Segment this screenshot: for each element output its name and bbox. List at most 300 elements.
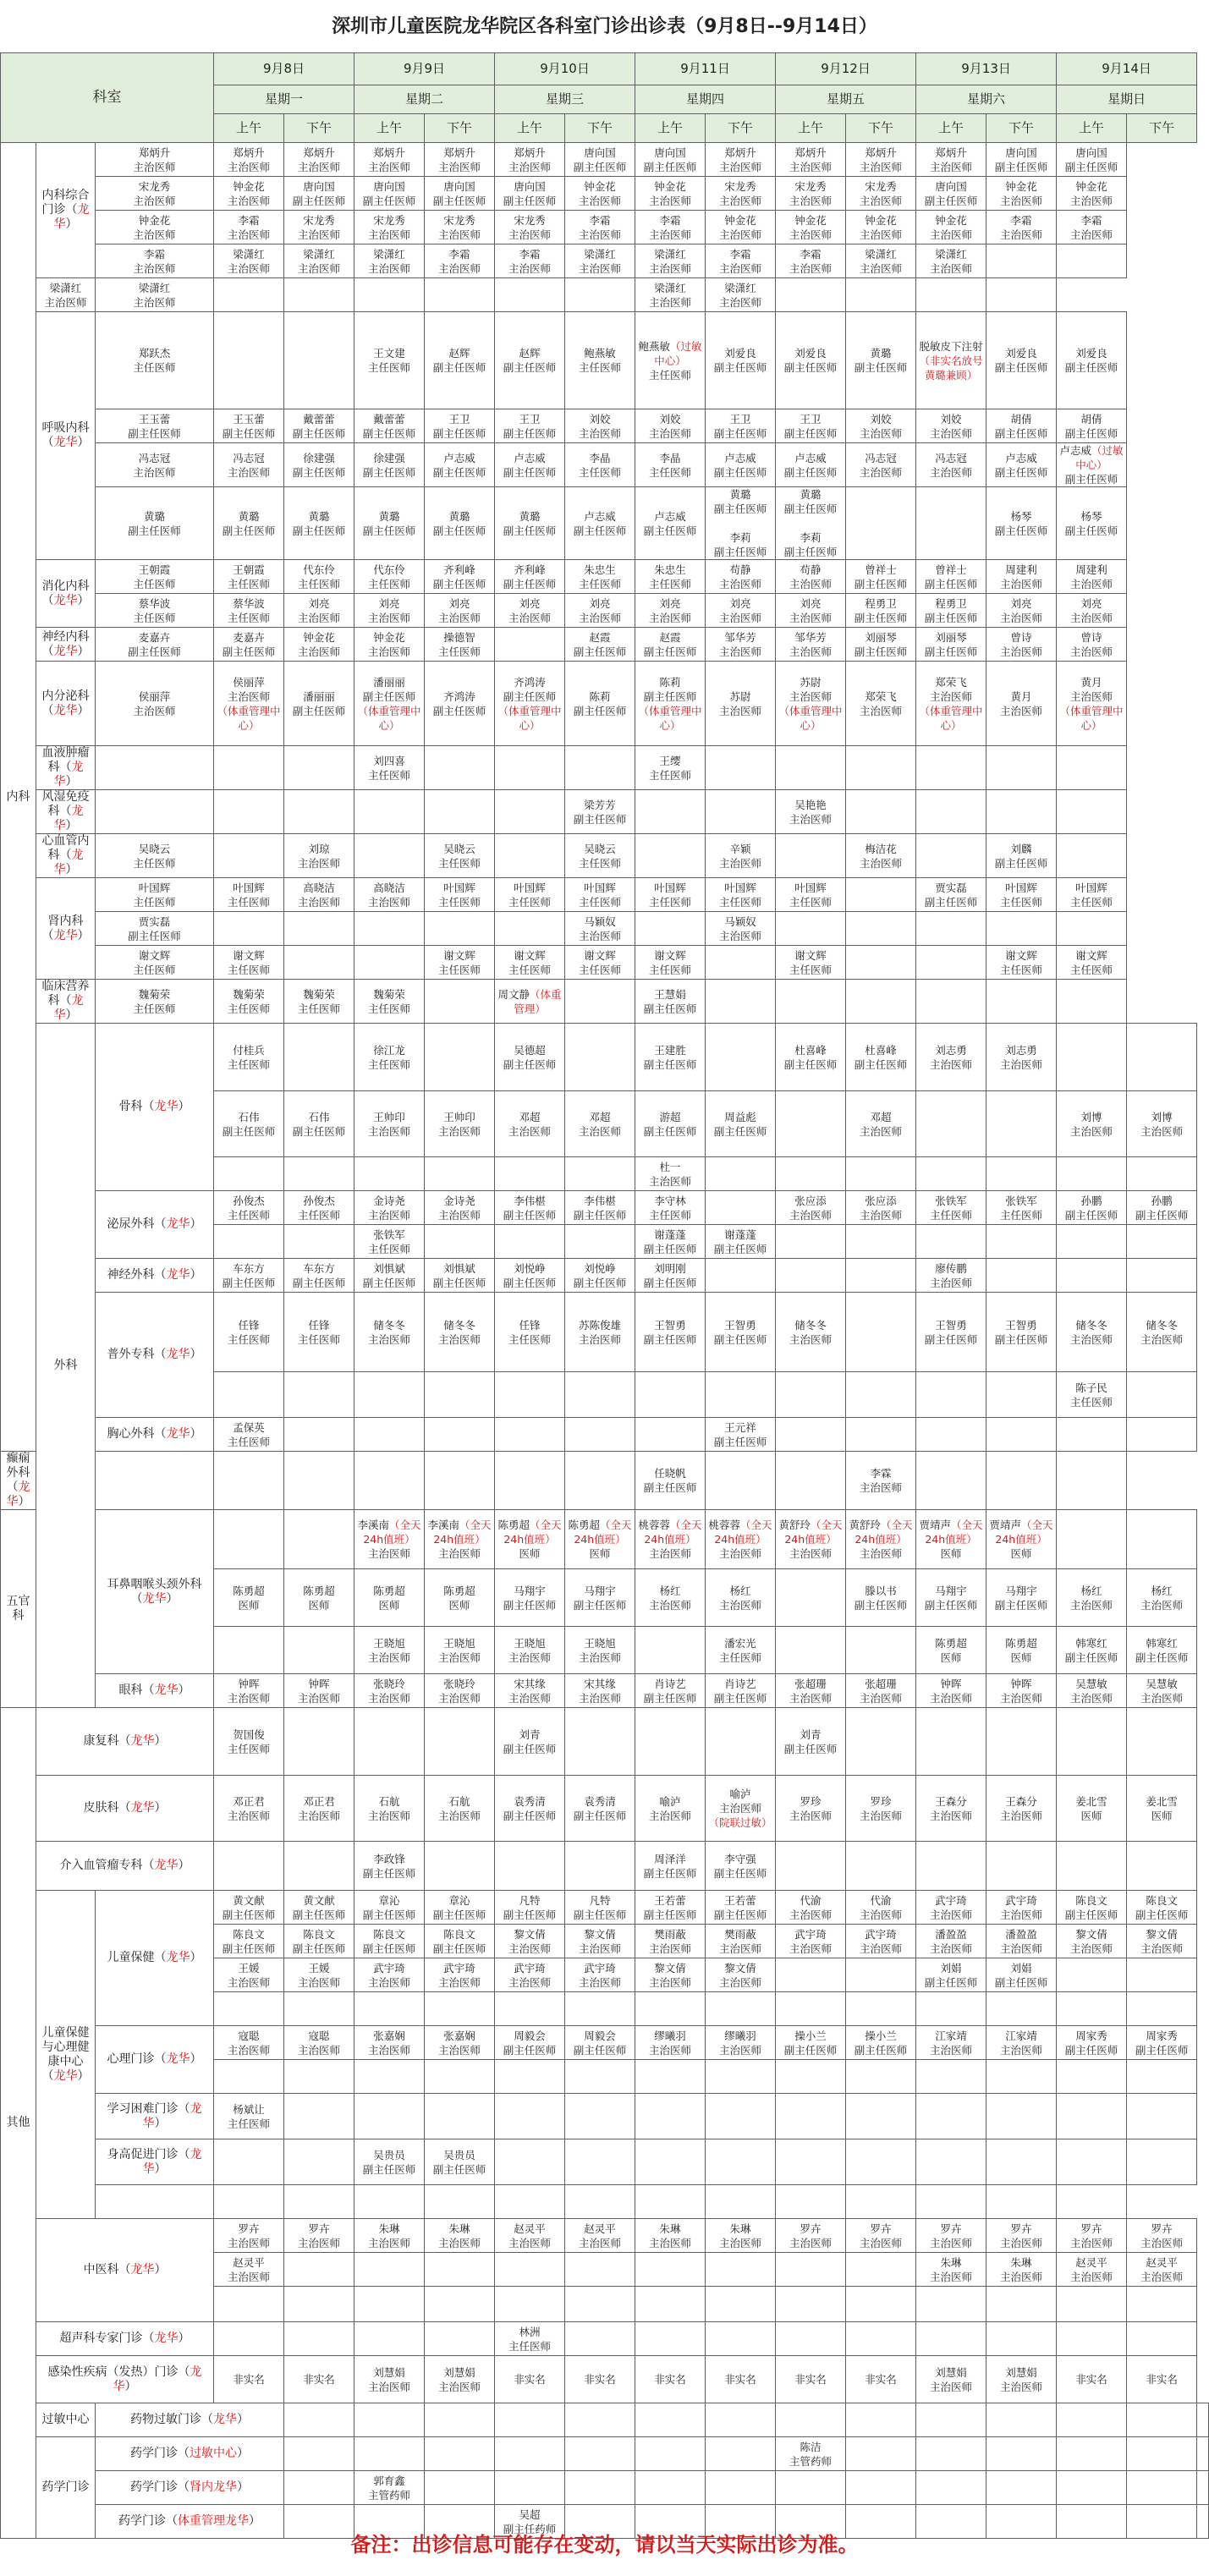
doctor-cell [565,2139,635,2185]
doctor-cell: 马翔宇 副主任医师 [495,1569,565,1627]
doctor-cell: 曾祥士 副主任医师 [916,560,986,594]
doctor-cell [986,2437,1057,2471]
doctor-cell: 李伟椹 副主任医师 [495,1191,565,1225]
doctor-cell: 罗卉 主治医师 [776,2219,846,2253]
doctor-cell [1127,2287,1197,2322]
am-header: 上午 [214,114,284,143]
doctor-cell: 贺国俊 主任医师 [214,1708,284,1776]
doctor-cell: 王智勇 副主任医师 [635,1293,706,1372]
doctor-cell: 卢志威（过敏中心） 副主任医师 [1057,443,1127,487]
doctor-cell [986,2094,1057,2139]
schedule-row [1,628,1209,662]
doctor-cell: 朱忠生 主任医师 [565,560,635,594]
department-name: 内分泌科 [41,689,90,703]
doctor-cell: 罗卉 主治医师 [986,2219,1057,2253]
doctor-cell: 叶国辉 主任医师 [986,878,1057,912]
schedule-row [1,1191,1209,1225]
date-header: 9月14日 [1057,53,1197,85]
doctor-cell: 钟金花 主治医师 [96,211,214,244]
doctor-cell [986,1992,1057,2026]
doctor-cell [214,278,284,312]
doctor-cell [565,1372,635,1418]
doctor-cell: 黄璐 副主任医师 [96,487,214,560]
doctor-cell: 赵霞 副主任医师 [635,628,706,662]
doctor-cell [776,1842,846,1891]
doctor-cell: 刘爱良 副主任医师 [986,312,1057,409]
doctor-cell: 武宇琦 主治医师 [425,1958,495,1992]
doctor-cell: 唐向国 副主任医师 [986,143,1057,177]
department-cell: 康复科（龙华） [36,1708,214,1776]
doctor-cell: 麦嘉卉 副主任医师 [96,628,214,662]
doctor-cell [986,1842,1057,1891]
doctor-cell: 罗卉 主治医师 [214,2219,284,2253]
doctor-cell [1057,1157,1127,1191]
doctor-cell [96,746,214,790]
doctor-cell: 非实名 [776,2356,846,2403]
doctor-cell [425,1157,495,1191]
doctor-cell: 韩寒红 副主任医师 [1057,1627,1127,1674]
schedule-row [1,662,1209,746]
doctor-cell [565,2403,635,2437]
doctor-cell [1057,2185,1127,2219]
schedule-row [1,2185,1209,2219]
doctor-cell [354,2437,425,2471]
doctor-cell [916,946,986,980]
doctor-cell [635,2471,706,2505]
note-text: （体重管理中心） [638,704,702,732]
doctor-cell [916,2185,986,2219]
doctor-cell [425,1452,495,1510]
department-name: 神经外科 [107,1268,155,1282]
am-header: 上午 [495,114,565,143]
doctor-cell [846,2094,916,2139]
doctor-cell [495,2185,565,2219]
doctor-cell [916,1091,986,1157]
schedule-row [1,790,1209,834]
doctor-cell [846,278,916,312]
doctor-cell: 李晶 主任医师 [565,443,635,487]
doctor-cell: 储冬冬 主治医师 [354,1293,425,1372]
doctor-cell [354,278,425,312]
date-header: 9月11日 [635,53,776,85]
doctor-cell [284,2139,354,2185]
department-name: 眼科 [118,1683,143,1697]
doctor-cell: 刘慧娟 主治医师 [986,2356,1057,2403]
doctor-cell [916,2471,986,2505]
region-tag: 龙华 [53,644,78,658]
doctor-cell [425,1708,495,1776]
schedule-row [1,278,1209,312]
doctor-cell: 代东伶 主任医师 [354,560,425,594]
doctor-cell [986,790,1057,834]
doctor-cell: 周泽洋 副主任医师 [635,1842,706,1891]
doctor-cell: 石伟 副主任医师 [284,1091,354,1157]
doctor-cell [495,2253,565,2287]
doctor-cell [565,2060,635,2094]
department-name: 心血管内科 [41,834,90,862]
doctor-cell: 黎文倩 主治医师 [565,1925,635,1958]
doctor-cell: 宋龙秀 主治医师 [495,211,565,244]
doctor-cell: 钟金花 主治医师 [284,628,354,662]
region-tag: 龙华 [142,2101,202,2130]
doctor-cell: 魏菊荣 主任医师 [96,980,214,1024]
doctor-cell: 叶国辉 主任医师 [425,878,495,912]
doctor-cell [916,487,986,560]
doctor-cell: 储冬冬 主治医师 [1127,1293,1197,1372]
doctor-cell [1057,746,1127,790]
doctor-cell: 马翔宇 副主任医师 [565,1569,635,1627]
doctor-cell: 赵辉 副主任医师 [425,312,495,409]
doctor-cell: 李霜 主治医师 [425,244,495,278]
doctor-cell: 李霜 主治医师 [214,211,284,244]
pm-header: 下午 [846,114,916,143]
doctor-cell: 郑炳升 主治医师 [706,143,776,177]
department-cell: 儿童保健（龙华） [96,1891,214,2026]
doctor-cell: 陈勇超 医师 [354,1569,425,1627]
am-header: 上午 [1057,114,1127,143]
doctor-cell: 朱琳 主治医师 [354,2219,425,2253]
doctor-cell [706,2094,776,2139]
doctor-cell: 邓正君 主治医师 [214,1776,284,1842]
doctor-cell [354,1452,425,1510]
doctor-cell: 叶国辉 主任医师 [1057,878,1127,912]
weekday-header: 星期六 [916,85,1057,114]
doctor-cell [284,2322,354,2356]
doctor-cell [706,1157,776,1191]
doctor-cell: 宋龙秀 主治医师 [846,177,916,211]
doctor-cell [1057,1842,1127,1891]
doctor-cell: 徐建强 副主任医师 [354,443,425,487]
doctor-cell: 李晶 主任医师 [635,443,706,487]
doctor-cell: 陈良文 副主任医师 [1127,1891,1197,1925]
doctor-cell [846,487,916,560]
doctor-cell: 任锋 主任医师 [214,1293,284,1372]
doctor-cell: 刘惧斌 副主任医师 [425,1259,495,1293]
doctor-cell [495,2437,565,2471]
doctor-cell [846,2403,916,2437]
doctor-cell: 李政锋 副主任医师 [354,1842,425,1891]
doctor-cell [284,2287,354,2322]
doctor-cell: 曾诗 主治医师 [1057,628,1127,662]
doctor-cell [776,1418,846,1452]
doctor-cell: 宋龙秀 主治医师 [425,211,495,244]
doctor-cell: 操小兰 副主任医师 [776,2026,846,2060]
note-text: （全天24h值班） [714,1519,772,1546]
doctor-cell [284,1627,354,1674]
doctor-cell [986,1157,1057,1191]
doctor-cell: 朱忠生 主任医师 [635,560,706,594]
doctor-cell: 谢文辉 主任医师 [986,946,1057,980]
doctor-cell [96,1452,214,1510]
doctor-cell: 石航 主治医师 [354,1776,425,1842]
schedule-row [1,1510,1209,1569]
doctor-cell [846,2437,916,2471]
doctor-cell [565,1418,635,1452]
doctor-cell [354,2322,425,2356]
doctor-cell: 叶国辉 主任医师 [635,878,706,912]
doctor-cell: 唐向国 副主任医师 [284,177,354,211]
doctor-cell [425,1992,495,2026]
doctor-cell [495,1418,565,1452]
doctor-cell: 杨斌让 主任医师 [214,2094,284,2139]
doctor-cell: 齐利峰 副主任医师 [425,560,495,594]
doctor-cell: 罗卉 主治医师 [1057,2219,1127,2253]
schedule-row [1,560,1209,594]
weekday-header: 星期五 [776,85,916,114]
doctor-cell: 王卫 副主任医师 [495,409,565,443]
doctor-cell: 吴艳艳 主治医师 [776,790,846,834]
doctor-cell [916,278,986,312]
doctor-cell [635,1372,706,1418]
doctor-cell: 黄璐 副主任医师 [284,487,354,560]
doctor-cell [776,912,846,946]
doctor-cell [284,1157,354,1191]
doctor-cell: 黄璐 副主任医师 李莉 副主任医师 [706,487,776,560]
schedule-row [1,1674,1209,1708]
doctor-cell: 贾实磊 副主任医师 [916,878,986,912]
doctor-cell [425,2253,495,2287]
doctor-cell [1057,2403,1127,2437]
doctor-cell: 刘志勇 主治医师 [986,1024,1057,1091]
doctor-cell: 戴蕾蕾 副主任医师 [284,409,354,443]
doctor-cell [565,1842,635,1891]
department-cell: 风湿免疫科（龙华） [36,790,96,834]
doctor-cell [425,1372,495,1418]
region-tag: 体重管理龙华 [178,2514,249,2528]
doctor-cell: 孙俊杰 主任医师 [284,1191,354,1225]
doctor-cell: 刘爱良 副主任医师 [776,312,846,409]
doctor-cell: 朱琳 主治医师 [635,2219,706,2253]
doctor-cell [846,1157,916,1191]
doctor-cell: 武宇琦 主治医师 [354,1958,425,1992]
doctor-cell [1057,1510,1127,1569]
doctor-cell [284,1510,354,1569]
doctor-cell [776,2322,846,2356]
doctor-cell: 车东方 副主任医师 [214,1259,284,1293]
doctor-cell [776,278,846,312]
doctor-cell: 王晓旭 主治医师 [565,1627,635,1674]
doctor-cell [776,2139,846,2185]
doctor-cell: 张铁军 主任医师 [916,1191,986,1225]
region-tag: 龙华 [154,1683,179,1697]
doctor-cell: 李溪南（全天24h值班） 主治医师 [354,1510,425,1569]
schedule-row [1,143,1209,177]
doctor-cell: 梁潇红 主治医师 [916,244,986,278]
doctor-cell: 钟晖 主治医师 [916,1674,986,1708]
doctor-cell: 郑荣飞 主治医师 [846,662,916,746]
doctor-cell: 卢志威 副主任医师 [425,443,495,487]
doctor-cell [96,2185,214,2219]
pm-header: 下午 [425,114,495,143]
doctor-cell: 谢蓬蓬 副主任医师 [635,1225,706,1259]
schedule-row [1,2471,1209,2505]
doctor-cell: 冯志冠 主治医师 [916,443,986,487]
doctor-cell: 吴晓云 主任医师 [425,834,495,878]
doctor-cell [986,746,1057,790]
doctor-cell: 刘丽琴 副主任医师 [846,628,916,662]
doctor-cell: 黄璐 副主任医师 [214,487,284,560]
doctor-cell: 赵辉 副主任医师 [495,312,565,409]
note-text: （全天24h值班） [644,1519,702,1546]
doctor-cell: 武宇琦 主治医师 [846,1925,916,1958]
doctor-cell: 周毅会 副主任医师 [495,2026,565,2060]
doctor-cell [916,1452,986,1510]
doctor-cell: 非实名 [495,2356,565,2403]
doctor-cell: 钟晖 主治医师 [214,1674,284,1708]
doctor-cell: 桃蓉蓉（全天24h值班） 主治医师 [635,1510,706,1569]
doctor-cell [916,2403,986,2437]
doctor-cell [986,244,1057,278]
doctor-cell: 周益彪 副主任医师 [706,1091,776,1157]
note-text: （全天24h值班） [503,1519,562,1546]
doctor-cell: 潘盈盈 主治医师 [916,1925,986,1958]
doctor-cell: 黄璐 副主任医师 [846,312,916,409]
doctor-cell [776,2060,846,2094]
doctor-cell [846,980,916,1024]
doctor-cell [214,746,284,790]
doctor-cell [425,1024,495,1091]
department-cell: 药学门诊（过敏中心） [96,2437,284,2471]
doctor-cell: 卢志威 副主任医师 [706,443,776,487]
department-name: 泌尿外科 [107,1217,155,1231]
doctor-cell: 林洲 主任医师 [495,2322,565,2356]
doctor-cell: 叶国辉 主任医师 [96,878,214,912]
doctor-cell [425,278,495,312]
schedule-row [1,2219,1209,2253]
doctor-cell: 谢文辉 主任医师 [776,946,846,980]
am-header: 上午 [916,114,986,143]
doctor-cell: 黄月 主治医师 （体重管理中心） [1057,662,1127,746]
doctor-cell [284,1842,354,1891]
doctor-cell [986,2471,1057,2505]
doctor-cell [706,946,776,980]
doctor-cell [776,1225,846,1259]
note-text: （过敏中心） [1075,444,1124,471]
doctor-cell: 杨琴 副主任医师 [986,487,1057,560]
doctor-cell [986,1452,1057,1510]
department-cell: 普外专科（龙华） [96,1293,214,1418]
doctor-cell [565,2437,635,2471]
doctor-cell [425,2185,495,2219]
doctor-cell: 黄舒玲（全天24h值班） 主治医师 [846,1510,916,1569]
doctor-cell [284,1708,354,1776]
doctor-cell: 陈勇超 医师 [916,1627,986,1674]
doctor-cell [495,2094,565,2139]
doctor-cell: 周家秀 副主任医师 [1127,2026,1197,2060]
doctor-cell: 张晓玲 主治医师 [354,1674,425,1708]
doctor-cell [565,2471,635,2505]
doctor-cell: 谢文辉 主任医师 [635,946,706,980]
doctor-cell [425,746,495,790]
schedule-row [1,409,1209,443]
region-tag: 过敏中心 [190,2447,237,2460]
doctor-cell [565,746,635,790]
doctor-cell [846,2287,916,2322]
doctor-cell [846,2060,916,2094]
doctor-cell [425,980,495,1024]
doctor-cell [706,980,776,1024]
doctor-cell: 黎文倩 主治医师 [635,1958,706,1992]
doctor-cell [706,2322,776,2356]
doctor-cell: 潘盈盈 主治医师 [986,1925,1057,1958]
doctor-cell: 赵灵平 主治医师 [495,2219,565,2253]
note-text: （全天24h值班） [925,1519,983,1546]
doctor-cell: 郑炳升 主治医师 [214,143,284,177]
doctor-cell: 代东伶 主任医师 [284,560,354,594]
doctor-cell [846,2139,916,2185]
doctor-cell: 程勇卫 副主任医师 [846,594,916,628]
doctor-cell: 武宇琦 主治医师 [916,1891,986,1925]
doctor-cell: 魏菊荣 主任医师 [214,980,284,1024]
doctor-cell: 李霜 主治医师 [565,211,635,244]
doctor-cell: 武宇琦 主治医师 [565,1958,635,1992]
doctor-cell [214,912,284,946]
doctor-cell: 钟金花 主治医师 [706,211,776,244]
region-tag: 龙华 [53,436,78,449]
doctor-cell [284,946,354,980]
doctor-cell [96,790,214,834]
schedule-row [1,2437,1209,2471]
doctor-cell: 吴晓云 主任医师 [96,834,214,878]
doctor-cell [495,1225,565,1259]
schedule-row [1,594,1209,628]
doctor-cell: 张应添 主治医师 [776,1191,846,1225]
doctor-cell [1127,1024,1197,1091]
doctor-cell: 刘悦峥 副主任医师 [565,1259,635,1293]
note-text: （体重管理中心） [217,704,281,732]
doctor-cell: 戴蕾蕾 副主任医师 [354,409,425,443]
doctor-cell [1127,1958,1197,1992]
date-header: 9月13日 [916,53,1057,85]
doctor-cell: 刘丽琴 副主任医师 [916,628,986,662]
doctor-cell [565,2094,635,2139]
doctor-cell: 郑炳升 主治医师 [96,143,214,177]
doctor-cell: 杜喜峰 副主任医师 [776,1024,846,1091]
doctor-cell: 张嘉娴 主治医师 [425,2026,495,2060]
department-name: 风湿免疫科 [41,790,90,818]
doctor-cell [284,1024,354,1091]
doctor-cell [916,2287,986,2322]
doctor-cell: 陈莉 副主任医师 （体重管理中心） [635,662,706,746]
doctor-cell: 王晓旭 主治医师 [354,1627,425,1674]
doctor-cell [214,1452,284,1510]
region-tag: 龙华 [53,593,78,607]
doctor-cell: 刘亮 主治医师 [635,594,706,628]
department-cell: 癫痫外科（龙华） [1,1452,36,1510]
doctor-cell: 贾靖声（全天24h值班） 医师 [916,1510,986,1569]
doctor-cell: 刘姣 主治医师 [565,409,635,443]
category-cell: 其他 [1,1708,36,2539]
doctor-cell: 朱琳 主治医师 [916,2253,986,2287]
doctor-cell [565,278,635,312]
doctor-cell [846,1372,916,1418]
doctor-cell [284,2471,354,2505]
department-cell: 神经内科（龙华） [36,628,96,662]
schedule-row [1,1024,1209,1091]
date-header: 9月8日 [214,53,354,85]
department-cell: 耳鼻咽喉头颈外科（龙华） [96,1510,214,1674]
doctor-cell [846,1259,916,1293]
doctor-cell: 寇聪 主治医师 [214,2026,284,2060]
doctor-cell: 周家秀 副主任医师 [1057,2026,1127,2060]
doctor-cell [1057,2060,1127,2094]
doctor-cell [495,2139,565,2185]
doctor-cell [635,1708,706,1776]
doctor-cell: 刘娟 副主任医师 [986,1958,1057,1992]
date-header: 9月10日 [495,53,635,85]
doctor-cell: 叶国辉 主任医师 [495,878,565,912]
doctor-cell: 高晓洁 主治医师 [284,878,354,912]
